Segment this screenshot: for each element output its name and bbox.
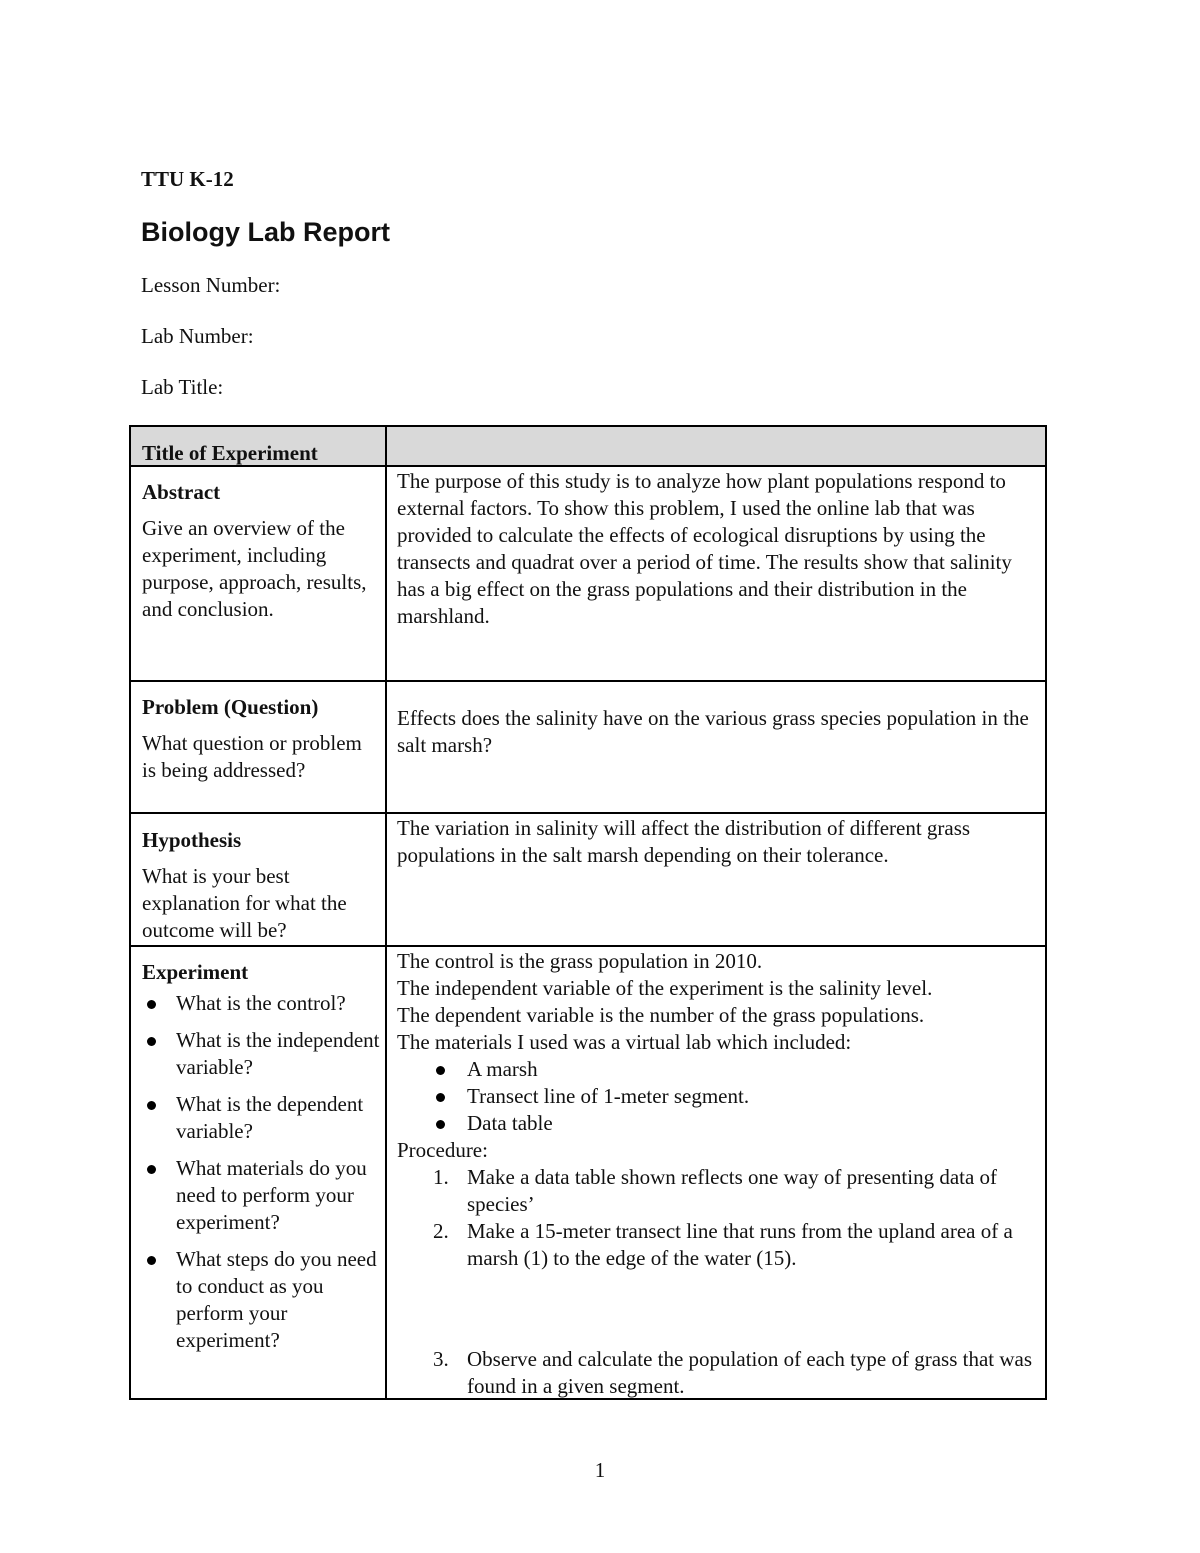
problem-cell [142,694,380,784]
dependent-variable-statement: The dependent variable is the number of the grass populations. [397,1003,925,1027]
lab-report-table [129,425,1047,1400]
hypothesis-answer: The variation in salinity will affect the distribution of different grass populations in the salt marsh depending on their tolerance. [397,816,971,867]
problem-label: Problem (Question) [142,695,319,719]
independent-variable-statement: The independent variable of the experiment is the salinity level. [397,976,933,1000]
step-text: Observe and calculate the population of each type of grass that was found in a given segment. [467,1347,1033,1398]
experiment-cell [142,959,380,1364]
list-item: What is the dependent variable? [176,1091,380,1145]
document-title: Biology Lab Report [141,217,390,247]
list-item: Transect line of 1-meter segment. [467,1083,1037,1110]
procedure-step [397,1346,1037,1400]
procedure-step [397,1164,1037,1218]
list-item: Data table [467,1110,1037,1137]
materials-intro: The materials I used was a virtual lab which included: [397,1030,852,1054]
control-statement: The control is the grass population in 2010. [397,949,763,973]
list-item: A marsh [467,1056,1037,1083]
hypothesis-cell [142,827,380,944]
step-text: Make a data table shown reflects one way of presenting data of species’ [467,1165,998,1216]
row-divider [131,812,1045,814]
row-divider [131,945,1045,947]
step-number: 1. [433,1165,449,1189]
list-item: What materials do you need to perform your experiment? [176,1155,380,1236]
row-divider [131,680,1045,682]
step-number: 3. [433,1347,449,1371]
experiment-label: Experiment [142,960,249,984]
lesson-number-field: Lesson Number: [141,273,281,297]
experiment-questions [142,990,380,1354]
column-divider [385,427,387,1398]
experiment-answer [397,948,1037,1400]
step-text: Make a 15-meter transect line that runs from the upland area of a marsh (1) to the edge of the water (15). [467,1219,1013,1270]
page-number: 1 [594,1458,606,1482]
org-name: TTU K-12 [141,167,234,191]
step-number: 2. [433,1219,449,1243]
problem-description: What question or problem is being addressed? [142,731,362,782]
materials-list [397,1056,1037,1137]
hypothesis-label: Hypothesis [142,828,242,852]
list-item: What steps do you need to conduct as you perform your experiment? [176,1246,380,1354]
abstract-answer: The purpose of this study is to analyze how plant populations respond to external factors. To show this problem, I used the online lab that was provided to calculate the effects of ecological disruptions by using the transects and quadrat over a period of time. The results show that salinity has a big effect on the grass populations and their distribution in the marshland. [397,469,1012,628]
title-of-experiment-label: Title of Experiment [142,441,318,465]
procedure-step [397,1218,1037,1272]
abstract-label: Abstract [142,480,221,504]
lab-number-field: Lab Number: [141,324,254,348]
lab-title-field: Lab Title: [141,375,224,399]
list-item: What is the independent variable? [176,1028,380,1079]
abstract-cell [142,479,380,623]
abstract-description: Give an overview of the experiment, including purpose, approach, results, and conclusion. [142,516,367,621]
problem-answer: Effects does the salinity have on the various grass species population in the salt marsh? [397,706,1029,757]
hypothesis-description: What is your best explanation for what the outcome will be? [142,864,347,942]
list-item: What is the control? [176,990,380,1017]
procedure-label: Procedure: [397,1138,488,1162]
